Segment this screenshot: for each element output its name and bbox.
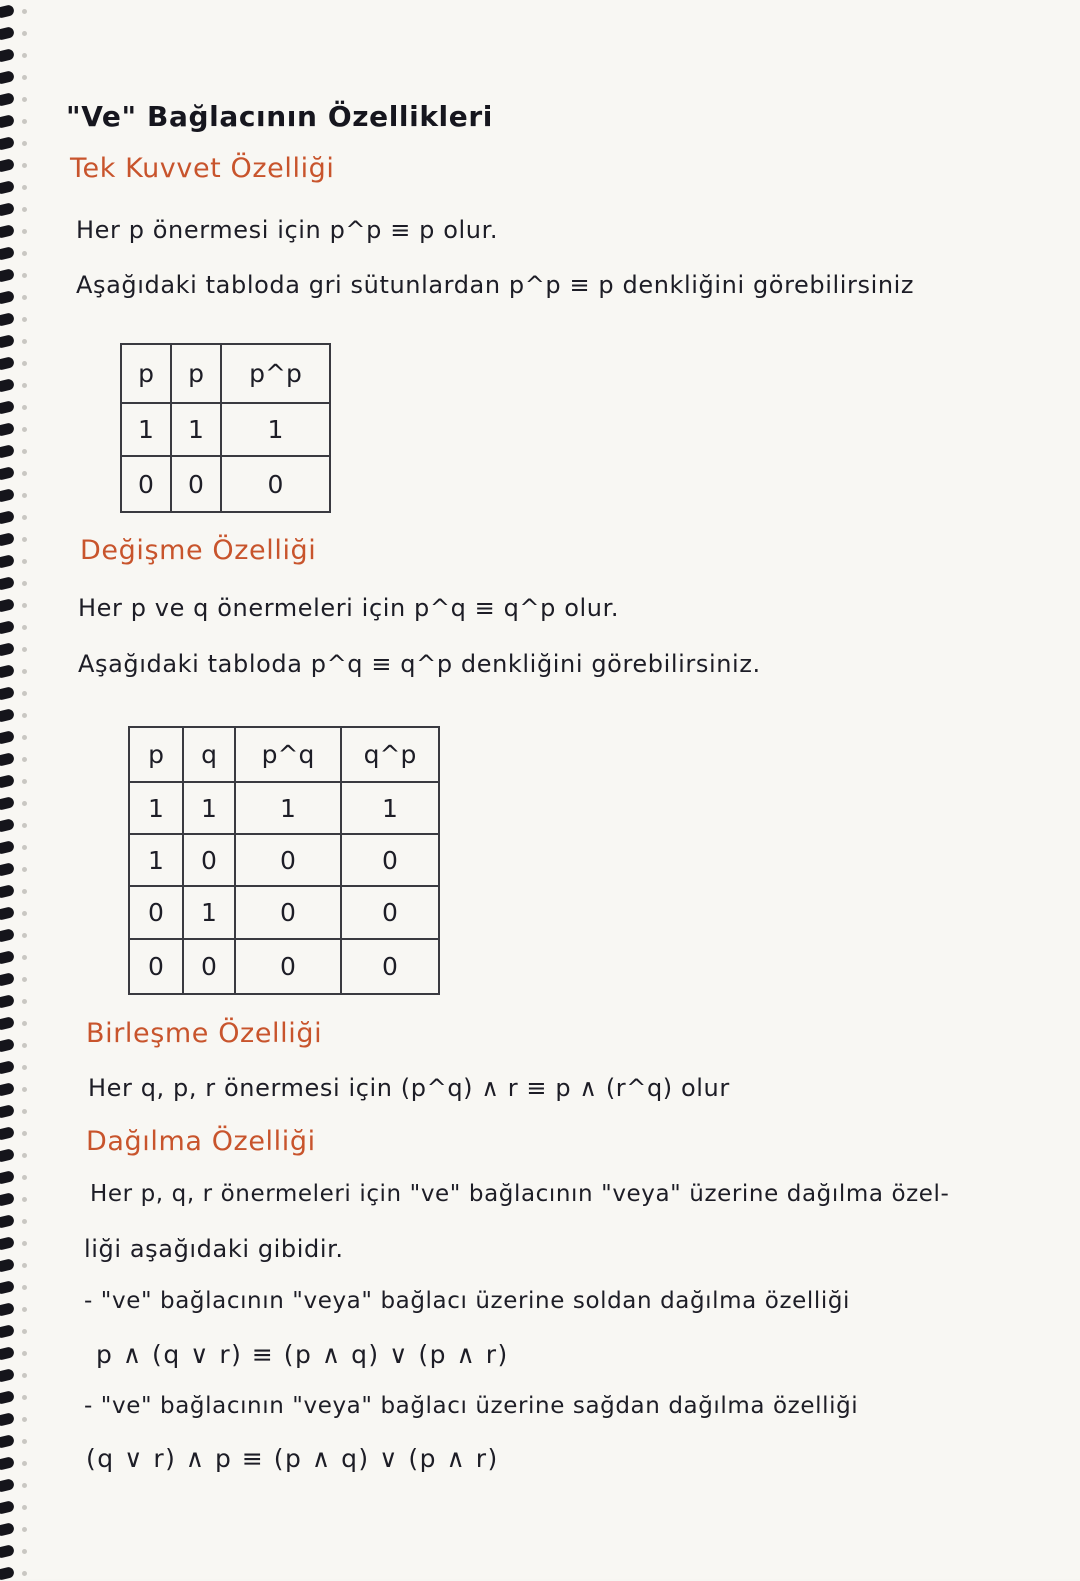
- binding-ring: [0, 1082, 15, 1097]
- binding-ring: [0, 554, 15, 569]
- binding-ring: [0, 1324, 15, 1339]
- distributive-line-1: Her p, q, r önermeleri için "ve" bağlacının "veya" üzerine dağılma özel-: [90, 1181, 950, 1207]
- table-cell: 1: [121, 403, 171, 456]
- table-row: [129, 939, 439, 994]
- binding-ring: [0, 1104, 15, 1119]
- binding-ring: [0, 1016, 15, 1031]
- commutative-line-1: Her p ve q önermeleri için p^q ≡ q^p olur.: [78, 594, 620, 622]
- binding-ring: [0, 1302, 15, 1317]
- binding-hole: [22, 1351, 27, 1356]
- binding-hole: [22, 1263, 27, 1268]
- binding-hole: [22, 647, 27, 652]
- binding-hole: [22, 405, 27, 410]
- binding-ring: [0, 642, 15, 657]
- table-cell: 0: [121, 456, 171, 512]
- binding-hole: [22, 1043, 27, 1048]
- binding-ring: [0, 708, 15, 723]
- binding-hole: [22, 625, 27, 630]
- binding-ring: [0, 158, 15, 173]
- binding-ring: [0, 1192, 15, 1207]
- right-distribution-formula: (q ∨ r) ∧ p ≡ (p ∧ q) ∨ (p ∧ r): [86, 1444, 499, 1473]
- binding-hole: [22, 493, 27, 498]
- binding-hole: [22, 955, 27, 960]
- table-cell: 0: [235, 834, 341, 886]
- binding-hole: [22, 53, 27, 58]
- binding-ring: [0, 48, 15, 63]
- table-header: p: [121, 344, 171, 403]
- binding-hole: [22, 1153, 27, 1158]
- binding-ring: [0, 1148, 15, 1163]
- table-header: q^p: [341, 727, 439, 782]
- left-distribution-formula: p ∧ (q ∨ r) ≡ (p ∧ q) ∨ (p ∧ r): [96, 1340, 509, 1369]
- binding-hole: [22, 889, 27, 894]
- binding-hole: [22, 1197, 27, 1202]
- left-distribution-label: - "ve" bağlacının "veya" bağlacı üzerine soldan dağılma özelliği: [84, 1288, 851, 1314]
- idempotent-heading: Tek Kuvvet Özelliği: [70, 153, 335, 184]
- idempotent-line-1: Her p önermesi için p^p ≡ p olur.: [76, 216, 499, 244]
- binding-hole: [22, 1373, 27, 1378]
- table-cell: 0: [341, 939, 439, 994]
- binding-ring: [0, 620, 15, 635]
- associative-line-1: Her q, p, r önermesi için (p^q) ∧ r ≡ p ∧ (r^q) olur: [88, 1074, 730, 1102]
- binding-hole: [22, 1285, 27, 1290]
- table-cell: 1: [235, 782, 341, 834]
- binding-hole: [22, 229, 27, 234]
- commutative-line-2: Aşağıdaki tabloda p^q ≡ q^p denkliğini görebilirsiniz.: [78, 650, 761, 678]
- table-cell: 0: [129, 939, 183, 994]
- table-cell: 1: [221, 403, 330, 456]
- binding-hole: [22, 1307, 27, 1312]
- binding-hole: [22, 1549, 27, 1554]
- binding-ring: [0, 1126, 15, 1141]
- table-cell: 0: [341, 886, 439, 939]
- binding-ring: [0, 1258, 15, 1273]
- binding-hole: [22, 1021, 27, 1026]
- binding-hole: [22, 317, 27, 322]
- binding-hole: [22, 1571, 27, 1576]
- page-title: "Ve" Bağlacının Özellikleri: [66, 100, 493, 133]
- binding-ring: [0, 356, 15, 371]
- binding-hole: [22, 537, 27, 542]
- binding-ring: [0, 686, 15, 701]
- binding-hole: [22, 9, 27, 14]
- binding-ring: [0, 532, 15, 547]
- binding-hole: [22, 383, 27, 388]
- binding-hole: [22, 845, 27, 850]
- binding-ring: [0, 1456, 15, 1471]
- table-cell: 1: [341, 782, 439, 834]
- binding-ring: [0, 1214, 15, 1229]
- binding-ring: [0, 818, 15, 833]
- binding-ring: [0, 290, 15, 305]
- binding-ring: [0, 1060, 15, 1075]
- binding-ring: [0, 136, 15, 151]
- table-cell: 1: [129, 834, 183, 886]
- table-header: p^q: [235, 727, 341, 782]
- table-cell: 1: [183, 782, 235, 834]
- binding-ring: [0, 1544, 15, 1559]
- binding-ring: [0, 1236, 15, 1251]
- binding-hole: [22, 515, 27, 520]
- binding-hole: [22, 1175, 27, 1180]
- table-header: q: [183, 727, 235, 782]
- binding-hole: [22, 295, 27, 300]
- binding-hole: [22, 801, 27, 806]
- binding-ring: [0, 180, 15, 195]
- binding-ring: [0, 224, 15, 239]
- binding-hole: [22, 735, 27, 740]
- binding-ring: [0, 796, 15, 811]
- binding-hole: [22, 141, 27, 146]
- binding-hole: [22, 1065, 27, 1070]
- binding-hole: [22, 581, 27, 586]
- binding-ring: [0, 576, 15, 591]
- binding-ring: [0, 1522, 15, 1537]
- binding-ring: [0, 840, 15, 855]
- binding-hole: [22, 1241, 27, 1246]
- associative-heading: Birleşme Özelliği: [86, 1018, 323, 1049]
- binding-ring: [0, 994, 15, 1009]
- binding-hole: [22, 1505, 27, 1510]
- table-row: [129, 886, 439, 939]
- binding-hole: [22, 163, 27, 168]
- binding-ring: [0, 774, 15, 789]
- binding-hole: [22, 691, 27, 696]
- binding-hole: [22, 999, 27, 1004]
- binding-ring: [0, 466, 15, 481]
- table-cell: 0: [235, 939, 341, 994]
- binding-hole: [22, 1109, 27, 1114]
- binding-hole: [22, 1219, 27, 1224]
- binding-ring: [0, 1346, 15, 1361]
- table-header: p: [171, 344, 221, 403]
- binding-hole: [22, 669, 27, 674]
- binding-hole: [22, 1395, 27, 1400]
- right-distribution-label: - "ve" bağlacının "veya" bağlacı üzerine sağdan dağılma özelliği: [84, 1393, 859, 1419]
- binding-ring: [0, 1500, 15, 1515]
- table-row: [129, 782, 439, 834]
- binding-hole: [22, 559, 27, 564]
- binding-hole: [22, 339, 27, 344]
- binding-ring: [0, 972, 15, 987]
- binding-hole: [22, 1131, 27, 1136]
- binding-ring: [0, 268, 15, 283]
- binding-hole: [22, 251, 27, 256]
- table-row: [129, 834, 439, 886]
- distributive-heading: Dağılma Özelliği: [86, 1126, 316, 1157]
- binding-hole: [22, 97, 27, 102]
- binding-hole: [22, 471, 27, 476]
- table-header: p: [129, 727, 183, 782]
- binding-hole: [22, 1417, 27, 1422]
- binding-hole: [22, 1439, 27, 1444]
- binding-hole: [22, 779, 27, 784]
- spiral-binding: [0, 0, 30, 1579]
- binding-ring: [0, 92, 15, 107]
- table-cell: 0: [183, 939, 235, 994]
- binding-hole: [22, 933, 27, 938]
- binding-hole: [22, 1087, 27, 1092]
- binding-hole: [22, 713, 27, 718]
- binding-ring: [0, 1390, 15, 1405]
- binding-ring: [0, 312, 15, 327]
- table-cell: 0: [235, 886, 341, 939]
- binding-hole: [22, 1329, 27, 1334]
- table-cell: 0: [341, 834, 439, 886]
- binding-ring: [0, 1170, 15, 1185]
- binding-hole: [22, 823, 27, 828]
- binding-ring: [0, 400, 15, 415]
- binding-ring: [0, 928, 15, 943]
- distributive-line-2: liği aşağıdaki gibidir.: [84, 1235, 344, 1263]
- binding-ring: [0, 70, 15, 85]
- binding-ring: [0, 334, 15, 349]
- binding-hole: [22, 273, 27, 278]
- binding-ring: [0, 246, 15, 261]
- table-cell: 1: [171, 403, 221, 456]
- binding-hole: [22, 427, 27, 432]
- binding-ring: [0, 1478, 15, 1493]
- table-cell: 0: [221, 456, 330, 512]
- binding-hole: [22, 1527, 27, 1532]
- binding-ring: [0, 906, 15, 921]
- binding-ring: [0, 114, 15, 129]
- table-cell: 1: [129, 782, 183, 834]
- binding-hole: [22, 757, 27, 762]
- idempotent-line-2: Aşağıdaki tabloda gri sütunlardan p^p ≡ p denkliğini görebilirsiniz: [76, 271, 915, 299]
- binding-hole: [22, 207, 27, 212]
- binding-ring: [0, 730, 15, 745]
- binding-ring: [0, 488, 15, 503]
- commutative-truth-table: [128, 726, 440, 995]
- binding-ring: [0, 1434, 15, 1449]
- binding-hole: [22, 449, 27, 454]
- binding-ring: [0, 26, 15, 41]
- binding-ring: [0, 752, 15, 767]
- binding-hole: [22, 1461, 27, 1466]
- binding-ring: [0, 422, 15, 437]
- binding-hole: [22, 1483, 27, 1488]
- idempotent-truth-table: [120, 343, 331, 513]
- binding-ring: [0, 1280, 15, 1295]
- binding-hole: [22, 185, 27, 190]
- binding-ring: [0, 1412, 15, 1427]
- commutative-heading: Değişme Özelliği: [80, 535, 317, 566]
- table-cell: 1: [183, 886, 235, 939]
- table-cell: 0: [129, 886, 183, 939]
- binding-hole: [22, 911, 27, 916]
- binding-ring: [0, 444, 15, 459]
- binding-ring: [0, 202, 15, 217]
- binding-hole: [22, 603, 27, 608]
- binding-ring: [0, 378, 15, 393]
- table-cell: 0: [171, 456, 221, 512]
- binding-hole: [22, 119, 27, 124]
- binding-ring: [0, 884, 15, 899]
- binding-ring: [0, 862, 15, 877]
- binding-hole: [22, 75, 27, 80]
- binding-ring: [0, 4, 15, 19]
- table-cell: 0: [183, 834, 235, 886]
- table-row: [121, 403, 330, 456]
- binding-ring: [0, 664, 15, 679]
- binding-ring: [0, 1368, 15, 1383]
- binding-ring: [0, 510, 15, 525]
- binding-hole: [22, 361, 27, 366]
- binding-hole: [22, 31, 27, 36]
- binding-ring: [0, 1038, 15, 1053]
- binding-ring: [0, 950, 15, 965]
- binding-ring: [0, 598, 15, 613]
- binding-hole: [22, 977, 27, 982]
- table-header: p^p: [221, 344, 330, 403]
- binding-hole: [22, 867, 27, 872]
- table-row: [121, 456, 330, 512]
